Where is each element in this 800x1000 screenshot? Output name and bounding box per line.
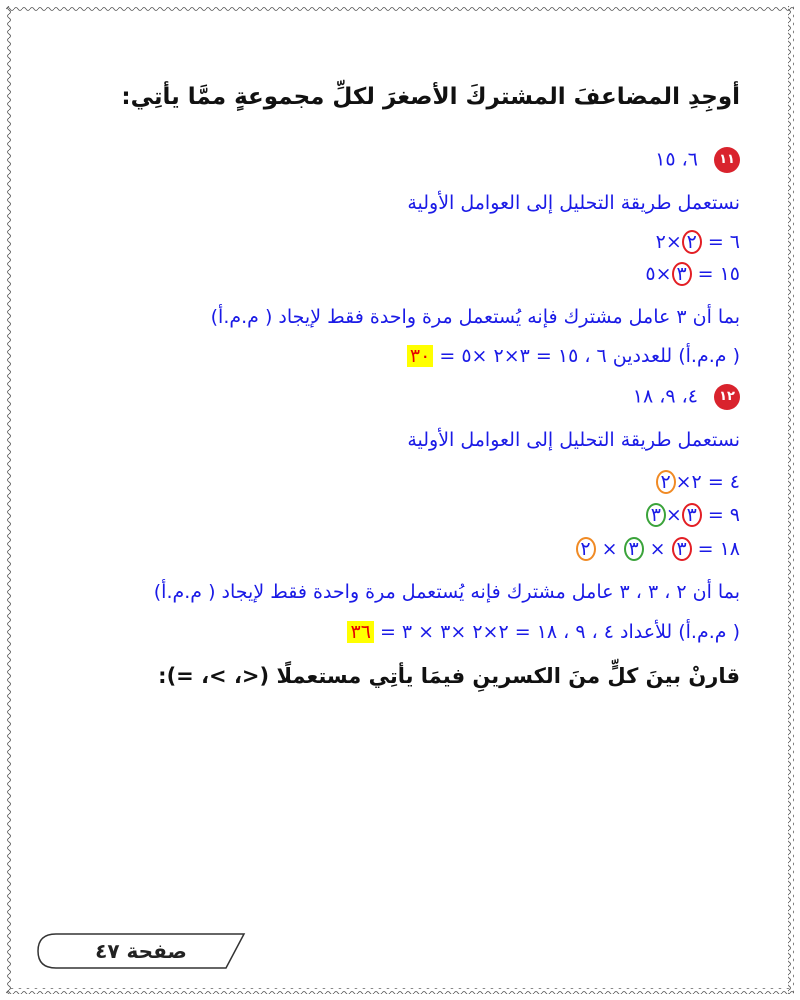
factor-rest: ×٥	[645, 263, 672, 285]
factor-row-18	[576, 537, 740, 561]
factor-lhs: ١٨ =	[697, 538, 740, 560]
result-line	[347, 621, 740, 643]
result-text: ( م.م.أ) للأعداد ٤ ، ٩ ، ١٨ = ٢×٢ ×٣ × ٣ =	[379, 621, 740, 643]
factor-row-9	[646, 503, 740, 527]
compare-heading: قارنْ بينَ كلٍّ منَ الكسرينِ فيمَا يأتِي مستعملًا (<، >، =):	[158, 664, 740, 688]
circled-factor-3: ٢	[682, 230, 702, 254]
factor-row-15	[645, 262, 740, 286]
question-badge: ١١	[714, 147, 740, 173]
question-badge: ١٢	[714, 384, 740, 410]
times-sign: ×	[649, 538, 666, 560]
exercise-heading: أوجِدِ المضاعفَ المشتركَ الأصغرَ لكلِّ مجموعةٍ ممَّا يأتِي:	[121, 84, 740, 110]
result-text: ( م.م.أ) للعددين ٦ ، ١٥ = ٣×٢ ×٥ =	[439, 345, 740, 367]
question-numbers: ٤، ٩، ١٨	[632, 385, 698, 408]
circled-factor-3: ٣	[672, 262, 692, 286]
answer-highlight: ٣٦	[347, 621, 373, 643]
question-11	[655, 147, 740, 173]
circled-factor-3-green: ٣	[646, 503, 666, 527]
circled-factor-3-green: ٣	[624, 537, 644, 561]
factor-lhs: ١٥ =	[697, 263, 740, 285]
circled-factor-3: ٣	[672, 537, 692, 561]
reason-text: بما أن ٣ عامل مشترك فإنه يُستعمل مرة واحدة فقط لإيجاد ( م.م.أ)	[210, 306, 740, 328]
reason-text: بما أن ٢ ، ٣ ، ٣ عامل مشترك فإنه يُستعمل مرة واحدة فقط لإيجاد ( م.م.أ)	[153, 581, 740, 603]
times-sign: ×	[601, 538, 618, 560]
factor-lhs: ٤ =	[707, 471, 740, 493]
circled-factor-2: ٢	[576, 537, 596, 561]
factor-rest: ٢×	[675, 471, 702, 493]
circled-factor-2: ٢	[656, 470, 676, 494]
answer-highlight: ٣٠	[407, 345, 433, 367]
factor-lhs: ٦ =	[707, 231, 740, 253]
page-number-label: صفحة ٤٧	[95, 939, 187, 963]
circled-factor-3: ٣	[682, 503, 702, 527]
factor-rest: ×٢	[655, 231, 682, 253]
times-sign: ×	[665, 504, 682, 526]
result-line	[407, 345, 740, 367]
method-text: نستعمل طريقة التحليل إلى العوامل الأولية	[407, 192, 740, 214]
factor-row-6	[656, 230, 740, 254]
method-text: نستعمل طريقة التحليل إلى العوامل الأولية	[407, 429, 740, 451]
question-12	[633, 384, 740, 410]
factor-row-4	[656, 470, 740, 494]
factor-lhs: ٩ =	[707, 504, 740, 526]
question-numbers: ٦، ١٥	[655, 148, 698, 171]
